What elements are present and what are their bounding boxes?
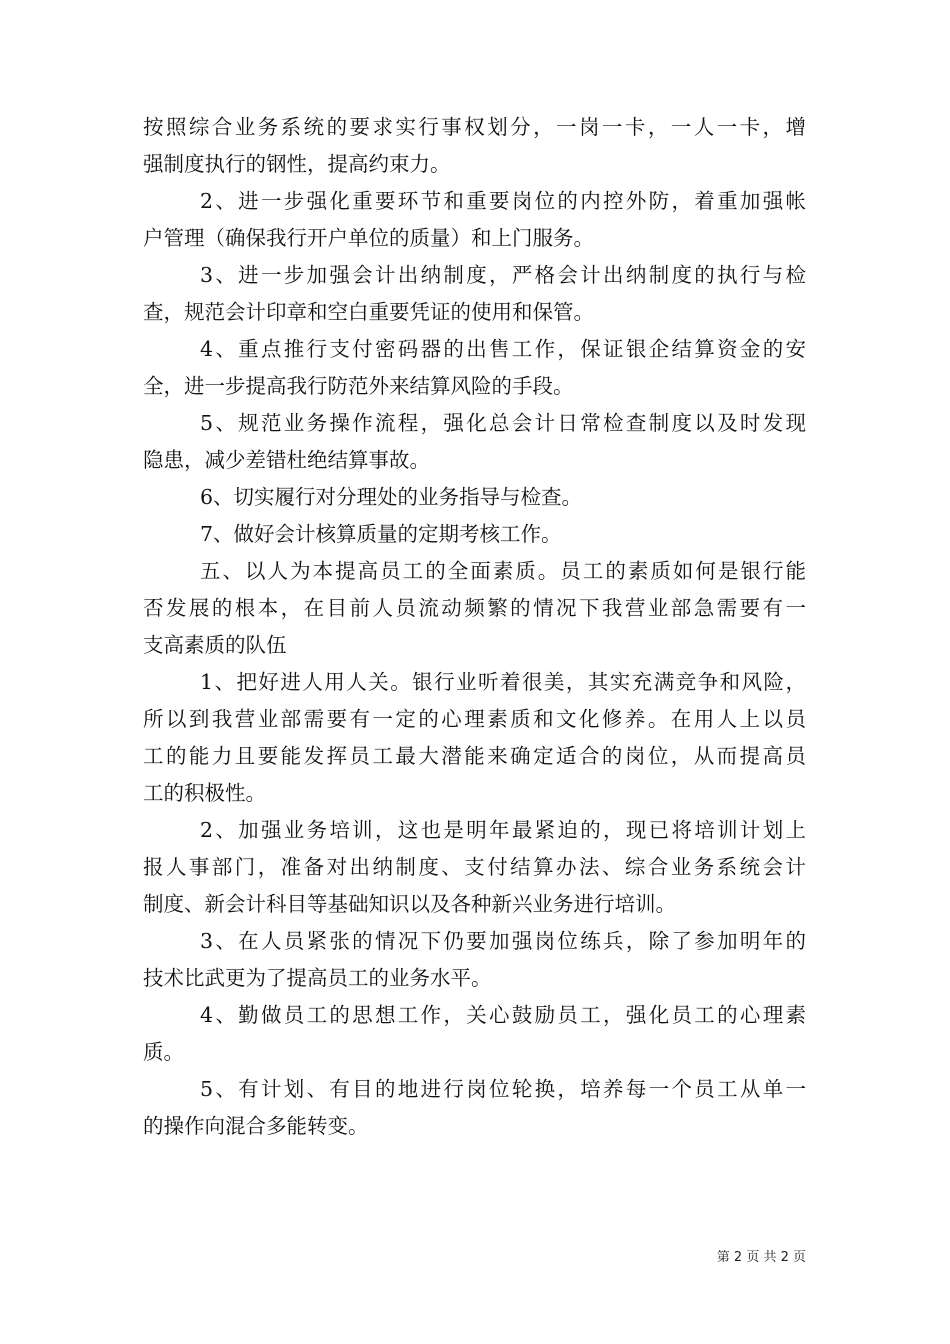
paragraph: [143, 553, 806, 664]
paragraph: [143, 997, 806, 1071]
paragraph: [143, 664, 806, 812]
text-line: 支高素质的队伍: [143, 633, 287, 657]
page-number: 第 2 页 共 2 页: [716, 1250, 806, 1265]
text-line: 5、规范业务操作流程，强化总会计日常检查制度以及时发现: [200, 411, 806, 435]
paragraph: [143, 479, 806, 516]
text-line: 制度、新会计科目等基础知识以及各种新兴业务进行培训。: [143, 892, 676, 916]
paragraph: [143, 109, 806, 183]
paragraph: [143, 183, 806, 257]
text-line: 技术比武更为了提高员工的业务水平。: [143, 966, 492, 990]
text-line: 查，规范会计印章和空白重要凭证的使用和保管。: [143, 300, 594, 324]
text-line: 工的积极性。: [143, 781, 266, 805]
text-line: 隐患，减少差错杜绝结算事故。: [143, 448, 430, 472]
text-line: 7、做好会计核算质量的定期考核工作。: [200, 522, 562, 546]
text-line: 质。: [143, 1040, 184, 1064]
paragraph: [143, 516, 806, 553]
paragraph: [143, 331, 806, 405]
document-body: [143, 109, 806, 1145]
paragraph: [143, 257, 806, 331]
text-line: 强制度执行的钢性，提高约束力。: [143, 152, 451, 176]
text-line: 4、重点推行支付密码器的出售工作，保证银企结算资金的安: [200, 337, 806, 361]
text-line: 全，进一步提高我行防范外来结算风险的手段。: [143, 374, 574, 398]
text-line: 5、有计划、有目的地进行岗位轮换，培养每一个员工从单一: [200, 1077, 806, 1101]
text-line: 6、切实履行对分理处的业务指导与检查。: [200, 485, 583, 509]
text-line: 五、以人为本提高员工的全面素质。员工的素质如何是银行能: [200, 559, 806, 583]
text-line: 的操作向混合多能转变。: [143, 1114, 369, 1138]
text-line: 按照综合业务系统的要求实行事权划分，一岗一卡，一人一卡，增: [143, 115, 806, 139]
text-line: 户管理（确保我行开户单位的质量）和上门服务。: [143, 226, 594, 250]
paragraph: [143, 923, 806, 997]
text-line: 否发展的根本，在目前人员流动频繁的情况下我营业部急需要有一: [143, 596, 806, 620]
paragraph: [143, 405, 806, 479]
text-line: 3、在人员紧张的情况下仍要加强岗位练兵，除了参加明年的: [200, 929, 806, 953]
text-line: 1、把好进人用人关。银行业听着很美，其实充满竞争和风险，: [200, 670, 806, 694]
paragraph: [143, 1071, 806, 1145]
text-line: 2、加强业务培训，这也是明年最紧迫的，现已将培训计划上: [200, 818, 806, 842]
text-line: 工的能力且要能发挥员工最大潜能来确定适合的岗位，从而提高员: [143, 744, 806, 768]
text-line: 2、进一步强化重要环节和重要岗位的内控外防，着重加强帐: [200, 189, 806, 213]
text-line: 所以到我营业部需要有一定的心理素质和文化修养。在用人上以员: [143, 707, 806, 731]
text-line: 4、勤做员工的思想工作，关心鼓励员工，强化员工的心理素: [200, 1003, 806, 1027]
text-line: 报人事部门，准备对出纳制度、支付结算办法、综合业务系统会计: [143, 855, 806, 879]
paragraph: [143, 812, 806, 923]
text-line: 3、进一步加强会计出纳制度，严格会计出纳制度的执行与检: [200, 263, 806, 287]
